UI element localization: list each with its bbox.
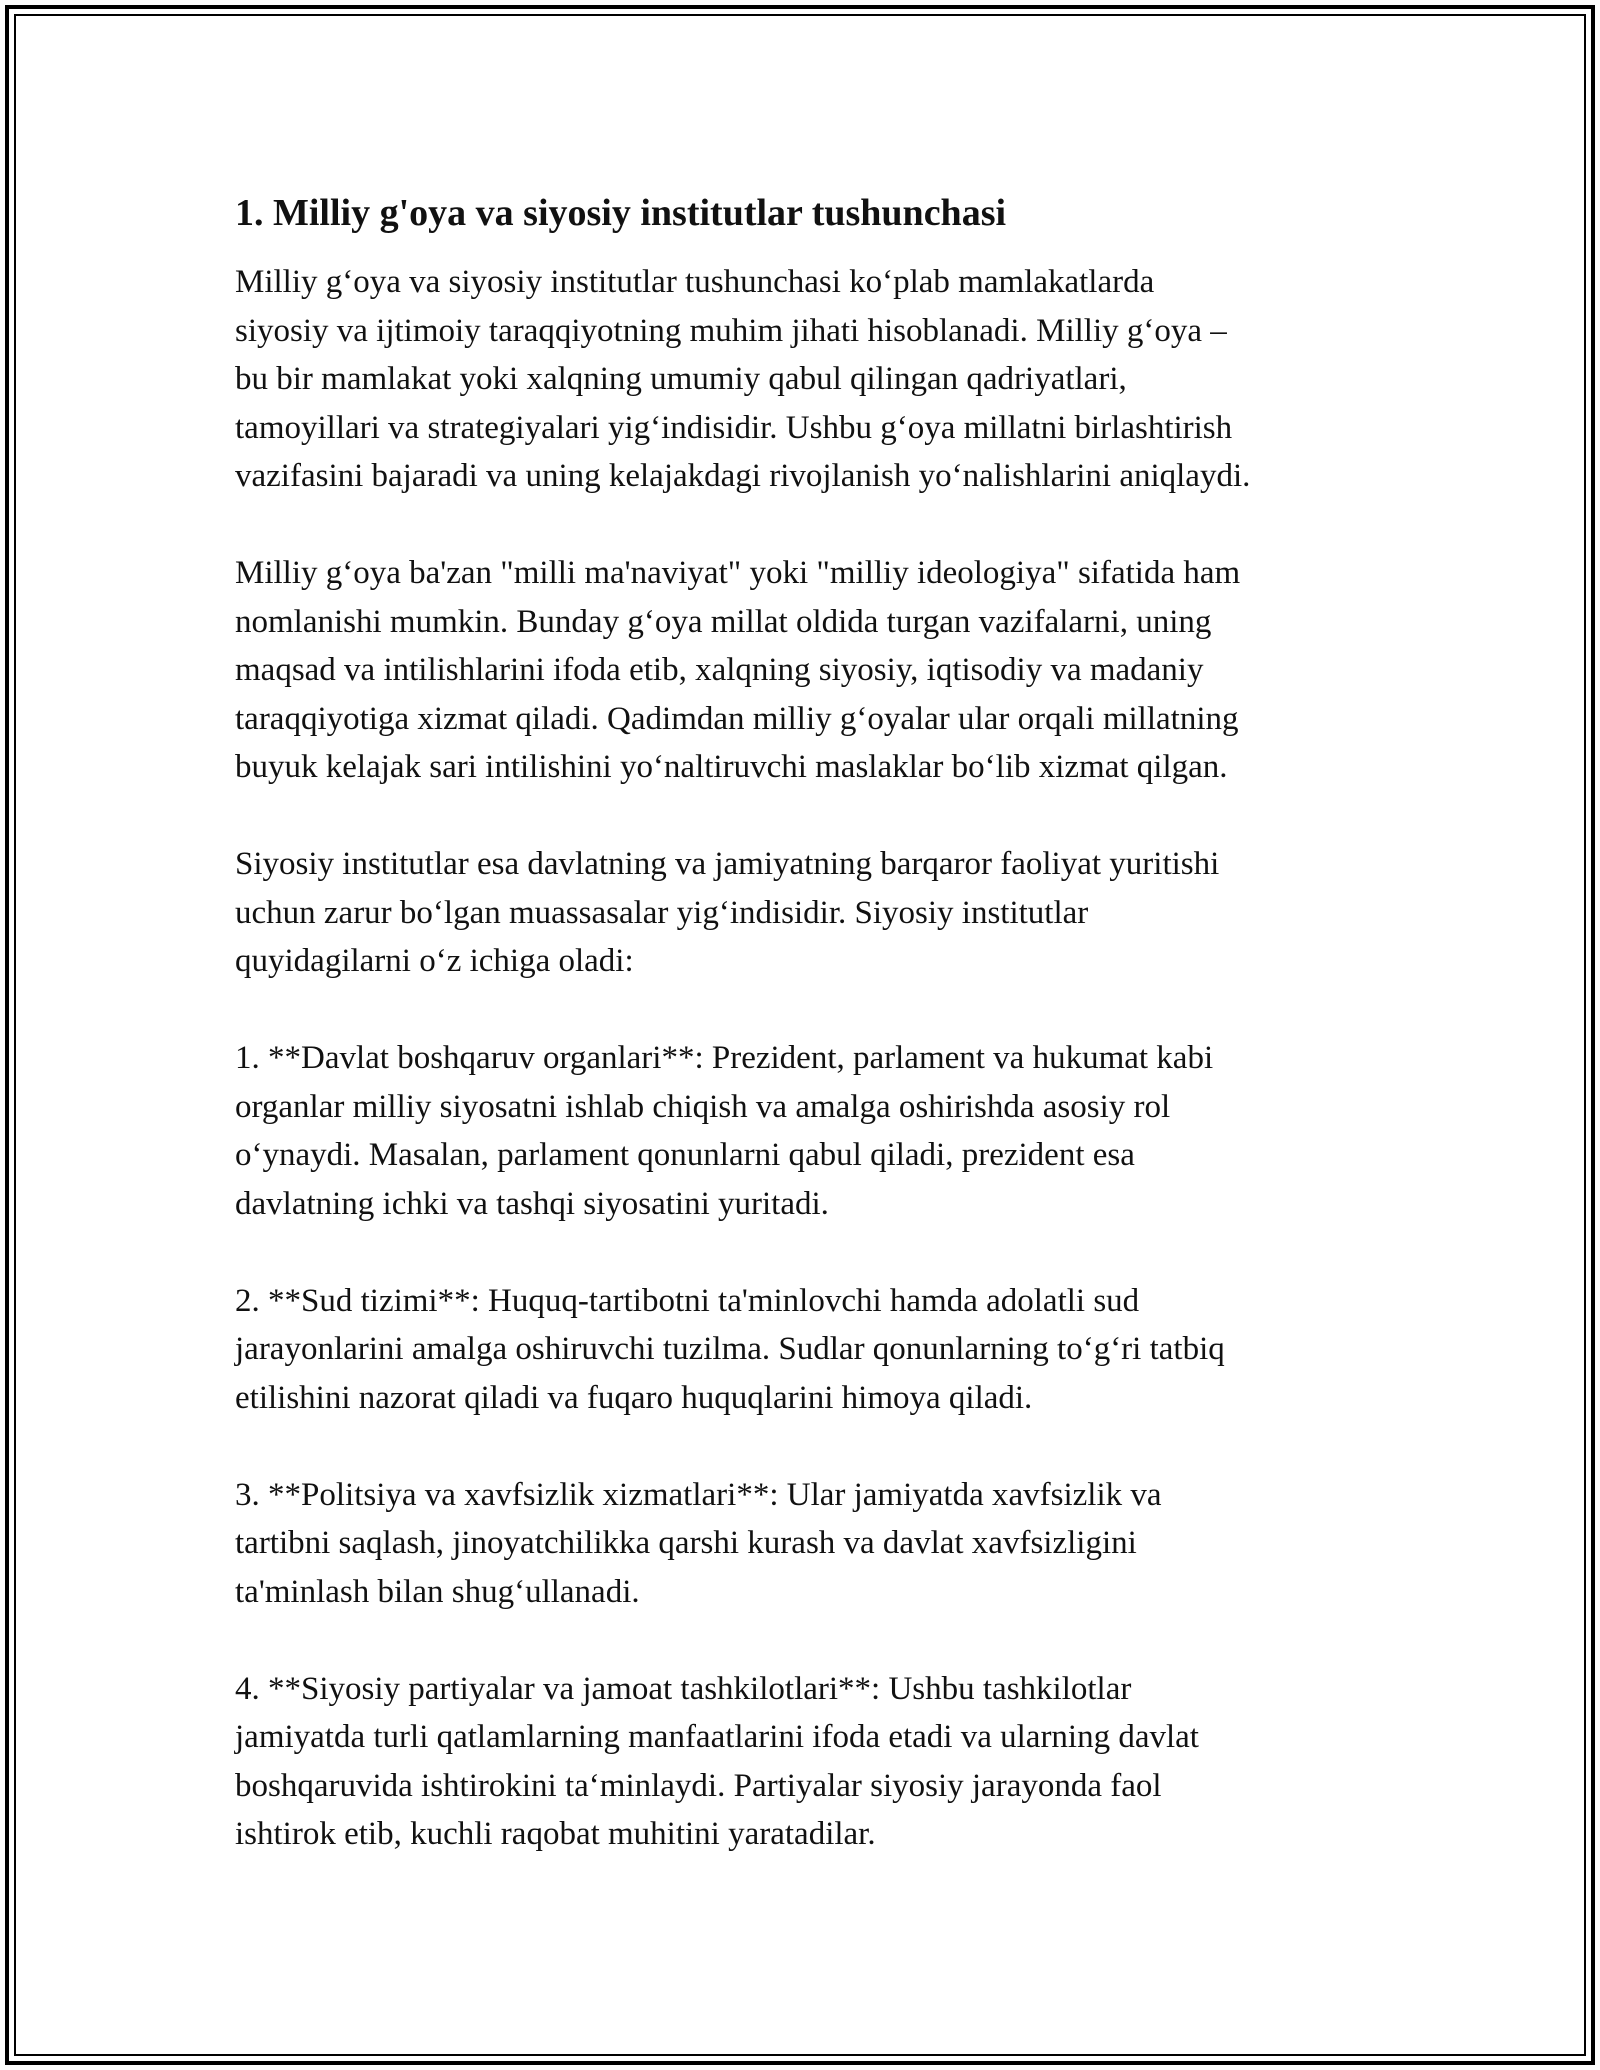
text-line: buyuk kelajak sari intilishini yo‘naltiruvchi maslaklar bo‘lib xizmat qilgan. (235, 749, 1228, 785)
text-line: taraqqiyotiga xizmat qiladi. Qadimdan milliy g‘oyalar ular orqali millatning (235, 700, 1239, 737)
list-item-judicial-system (235, 1277, 1385, 1423)
text-line: Milliy g‘oya ba'zan "milli ma'naviyat" yoki "milliy ideologiya" sifatida ham (235, 555, 1241, 591)
paragraph-intro (235, 258, 1385, 501)
text-line: tartibni saqlash, jinoyatchilikka qarshi kurash va davlat xavfsizligini (235, 1525, 1137, 1561)
text-line: jamiyatda turli qatlamlarning manfaatlarini ifoda etadi va ularning davlat (235, 1719, 1199, 1755)
page-title: 1. Milliy g'oya va siyosiy institutlar tushunchasi (235, 192, 1007, 234)
text-line: Milliy g‘oya va siyosiy institutlar tushunchasi ko‘plab mamlakatlarda (235, 264, 1155, 300)
text-line: Siyosiy institutlar esa davlatning va jamiyatning barqaror faoliyat yuritishi (235, 846, 1220, 882)
text-line: jarayonlarini amalga oshiruvchi tuzilma. Sudlar qonunlarning to‘g‘ri tatbiq (235, 1331, 1225, 1367)
text-line: boshqaruvida ishtirokini ta‘minlaydi. Partiyalar siyosiy jarayonda faol (235, 1767, 1162, 1804)
text-line: nomlanishi mumkin. Bunday g‘oya millat oldida turgan vazifalarni, uning (235, 603, 1212, 640)
text-line: tamoyillari va strategiyalari yig‘indisidir. Ushbu g‘oya millatni birlashtirish (235, 409, 1233, 446)
text-line: 2. **Sud tizimi**: Huquq-tartibotni ta'minlovchi hamda adolatli sud (235, 1282, 1140, 1319)
list-item-police-security (235, 1471, 1385, 1617)
paragraph-national-idea (235, 549, 1385, 792)
text-line: ishtirok etib, kuchli raqobat muhitini yaratadilar. (235, 1816, 876, 1852)
text-line: siyosiy va ijtimoiy taraqqiyotning muhim jihati hisoblanadi. Milliy g‘oya – (235, 312, 1227, 349)
text-line: 4. **Siyosiy partiyalar va jamoat tashkilotlari**: Ushbu tashkilotlar (235, 1670, 1132, 1707)
text-line: organlar milliy siyosatni ishlab chiqish va amalga oshirishda asosiy rol (235, 1088, 1171, 1125)
document-body (235, 186, 1385, 1907)
text-line: ta'minlash bilan shug‘ullanadi. (235, 1573, 640, 1610)
text-line: o‘ynaydi. Masalan, parlament qonunlarni qabul qiladi, prezident esa (235, 1137, 1135, 1173)
paragraph-political-institutions (235, 840, 1385, 986)
list-item-government-bodies (235, 1034, 1385, 1228)
text-line: bu bir mamlakat yoki xalqning umumiy qabul qilingan qadriyatlari, (235, 361, 1127, 397)
text-line: quyidagilarni o‘z ichiga oladi: (235, 943, 634, 979)
text-line: maqsad va intilishlarini ifoda etib, xalqning siyosiy, iqtisodiy va madaniy (235, 652, 1204, 688)
text-line: davlatning ichki va tashqi siyosatini yuritadi. (235, 1185, 829, 1222)
text-line: etilishini nazorat qiladi va fuqaro huquqlarini himoya qiladi. (235, 1379, 1033, 1416)
text-line: uchun zarur bo‘lgan muassasalar yig‘indisidir. Siyosiy institutlar (235, 894, 1089, 931)
list-item-political-parties (235, 1665, 1385, 1859)
text-line: 3. **Politsiya va xavfsizlik xizmatlari**: Ular jamiyatda xavfsizlik va (235, 1476, 1162, 1513)
text-line: 1. **Davlat boshqaruv organlari**: Prezident, parlament va hukumat kabi (235, 1040, 1214, 1076)
text-line: vazifasini bajaradi va uning kelajakdagi rivojlanish yo‘nalishlarini aniqlaydi. (235, 458, 1251, 494)
